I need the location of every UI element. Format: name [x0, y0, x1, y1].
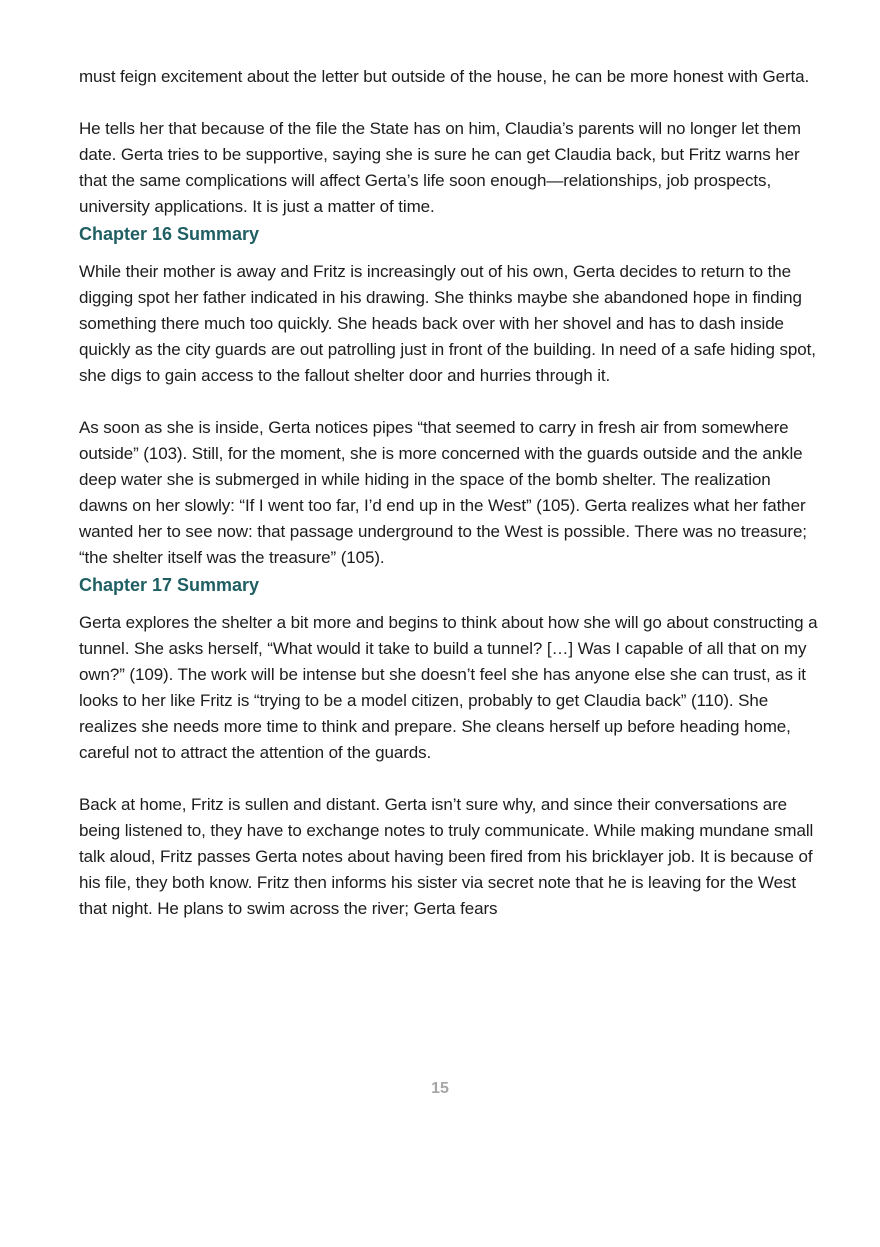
document-page: [79, 64, 819, 922]
chapter-17-heading: Chapter 17 Summary: [79, 575, 260, 595]
chapter-16-heading: Chapter 16 Summary: [79, 224, 260, 244]
paragraph-digging-spot: While their mother is away and Fritz is increasingly out of his own, Gerta decides to return to the digging spot her father indicated in his drawing. She thinks maybe she abandoned hope in finding something there much too quickly. She heads back over with her shovel and has to dash inside quickly as the city guards are out patrolling just in front of the building. In need of a safe hiding spot, she digs to gain access to the fallout shelter door and hurries through it.: [79, 262, 816, 385]
paragraph-back-home: Back at home, Fritz is sullen and distant. Gerta isn’t sure why, and since their conversations are being listened to, they have to exchange notes to truly communicate. While making mundane small talk aloud, Fritz passes Gerta notes about having been fired from his bricklayer job. It is because of his file, they both know. Fritz then informs his sister via secret note that he is leaving for the West that night. He plans to swim across the river; Gerta fears: [79, 795, 814, 918]
paragraph-tunnel-plan: Gerta explores the shelter a bit more and begins to think about how she will go about constructing a tunnel. She asks herself, “What would it take to build a tunnel? […] Was I capable of all that on my own?” (109). The work will be intense but she doesn’t feel she has anyone else she can trust, as it looks to her like Fritz is “trying to be a model citizen, probably to get Claudia back” (110). She realizes she needs more time to think and prepare. She cleans herself up before heading home, careful not to attract the attention of the guards.: [79, 613, 818, 762]
paragraph-file-state: He tells her that because of the file the State has on him, Claudia’s parents will no longer let them date. Gerta tries to be supportive, saying she is sure he can get Claudia back, but Fritz warns her that the same complications will affect Gerta’s life soon enough—relationships, job prospects, university applications. It is just a matter of time.: [79, 119, 801, 216]
page-number: 15: [431, 1080, 449, 1097]
paragraph-shelter-inside: As soon as she is inside, Gerta notices pipes “that seemed to carry in fresh air from somewhere outside” (103). Still, for the moment, she is more concerned with the guards outside and the ankle deep water she is submerged in while hiding in the space of the bomb shelter. The realization dawns on her slowly: “If I went too far, I’d end up in the West” (105). Gerta realizes what her father wanted her to see now: that passage underground to the West is possible. There was no treasure; “the shelter itself was the treasure” (105).: [79, 418, 807, 567]
paragraph-continuation: must feign excitement about the letter but outside of the house, he can be more honest with Gerta.: [79, 67, 810, 86]
